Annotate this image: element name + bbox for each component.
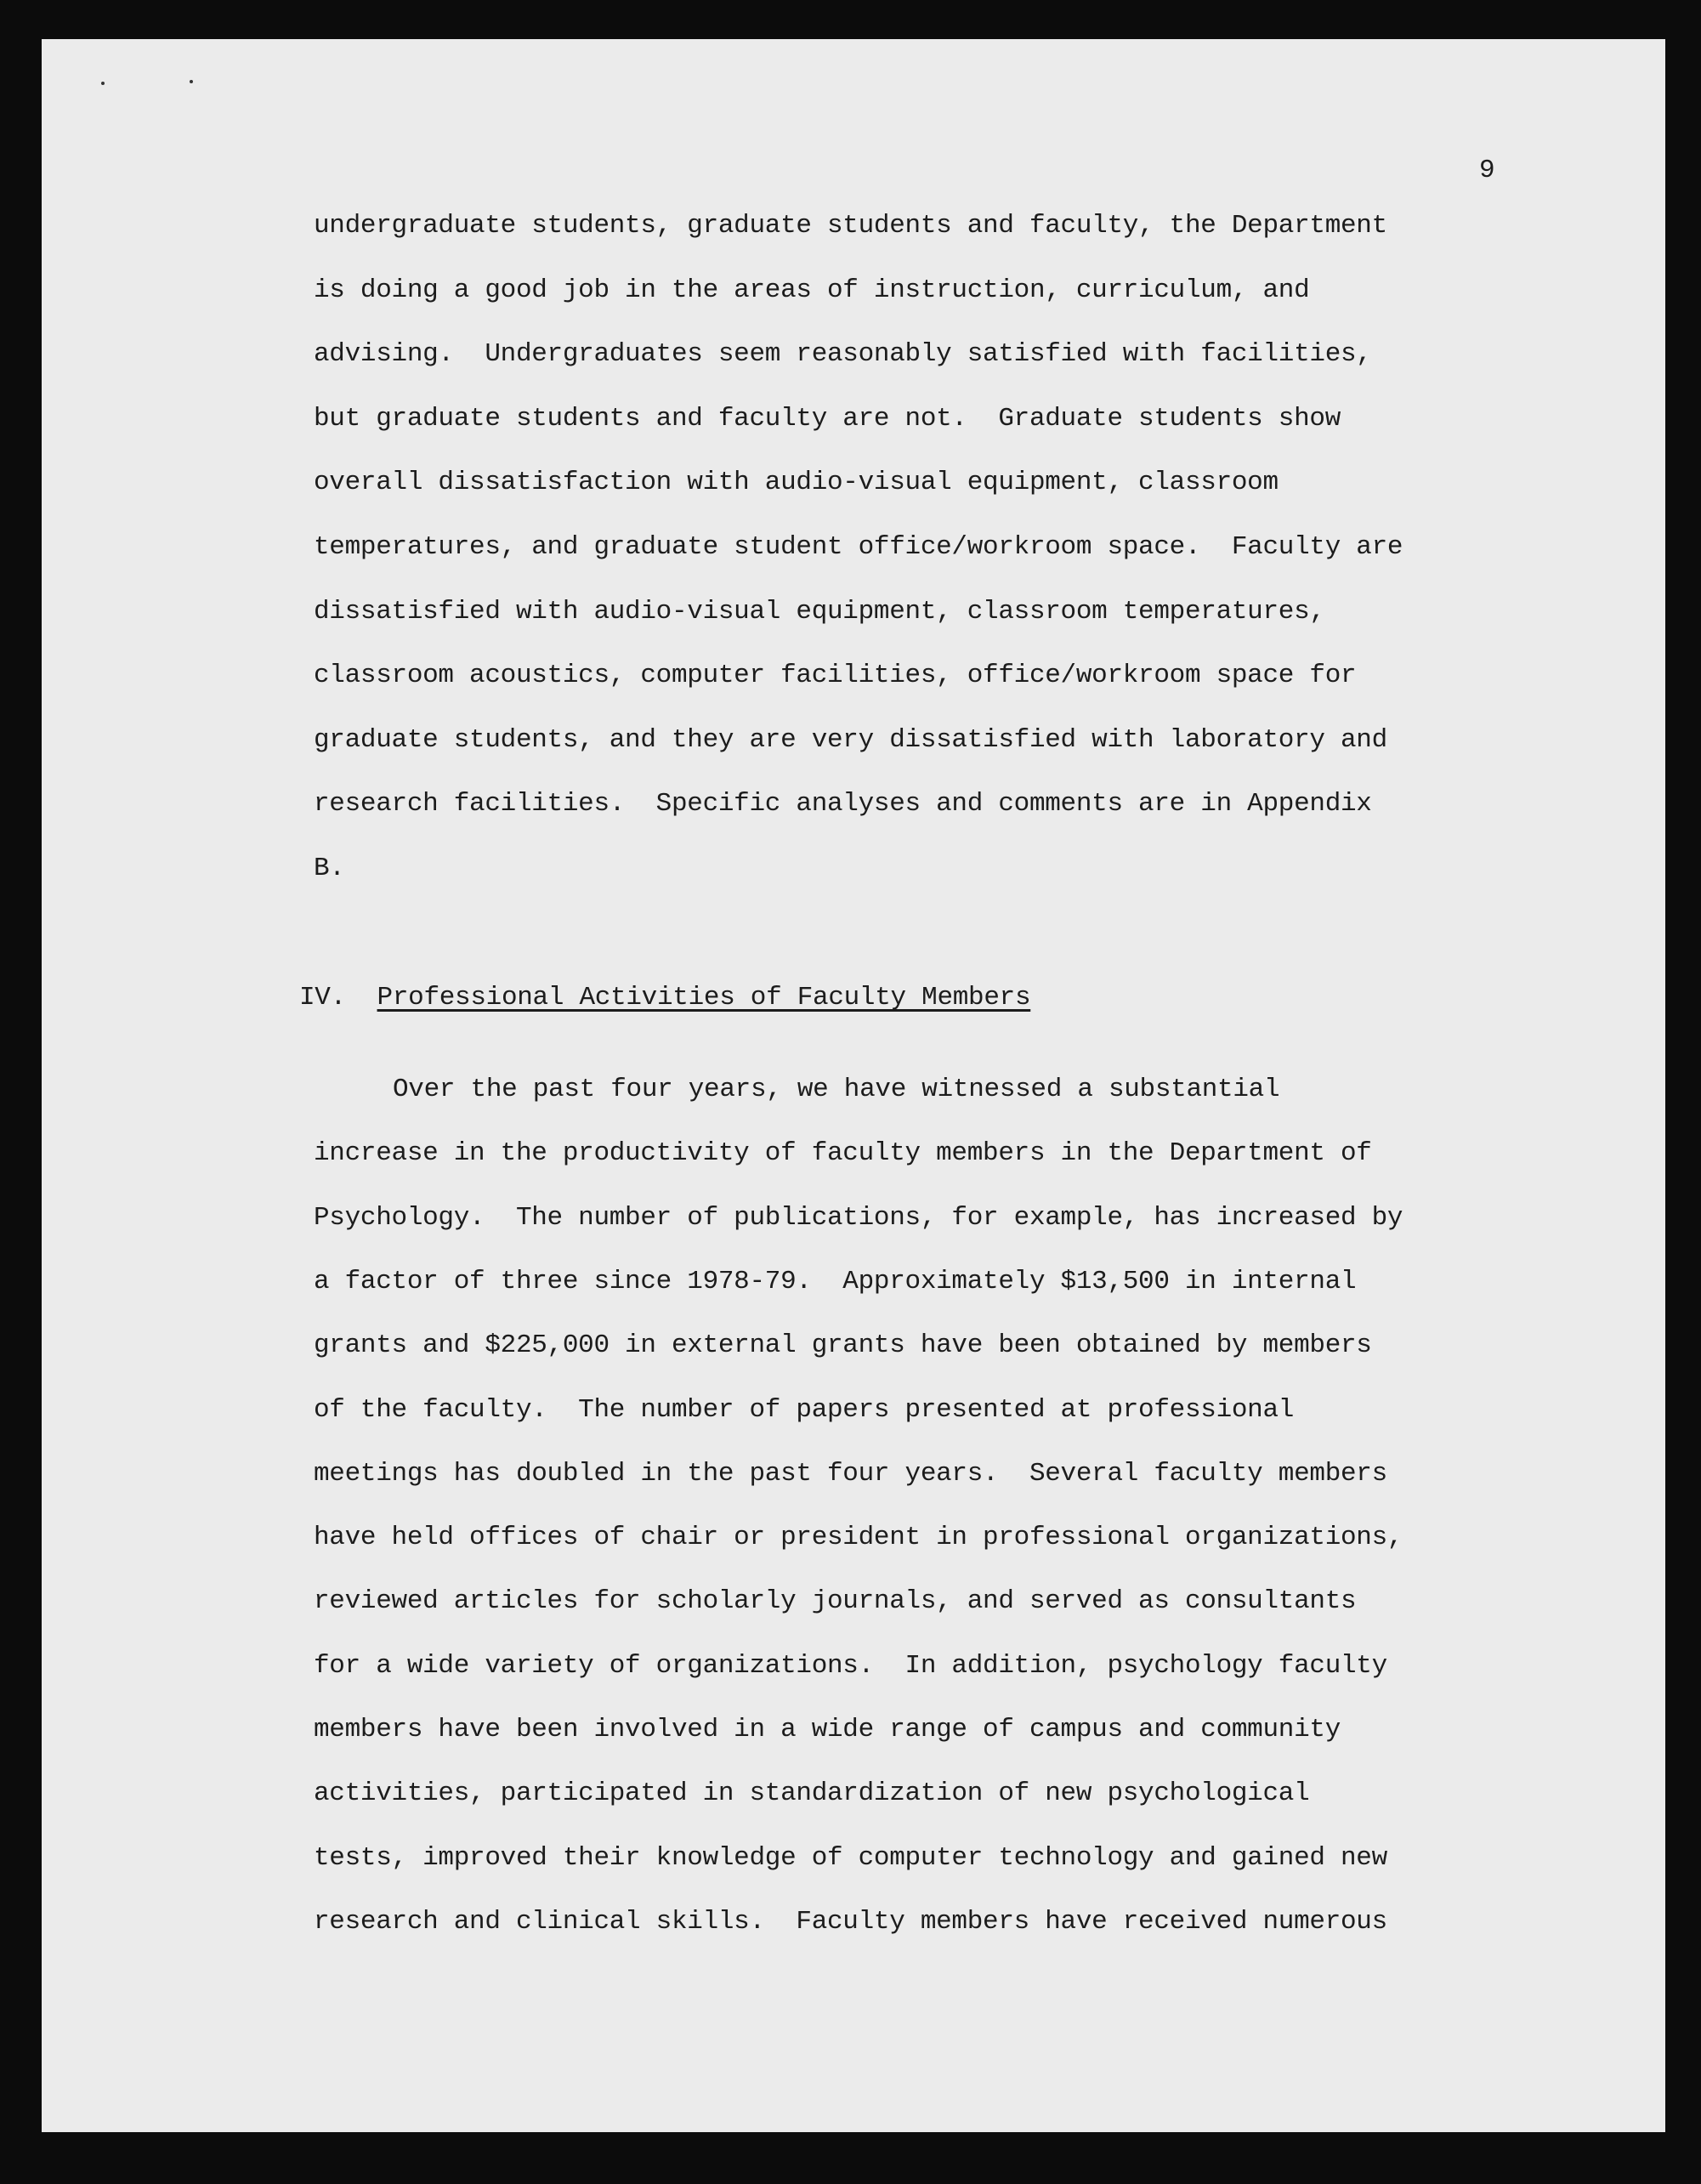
text-line: overall dissatisfaction with audio-visual equipment, classroom <box>314 468 1279 498</box>
text-line: increase in the productivity of faculty members in the Department of <box>314 1138 1372 1169</box>
text-line: dissatisfied with audio-visual equipment, classroom temperatures, <box>314 596 1325 627</box>
text-line: members have been involved in a wide range of campus and community <box>314 1715 1341 1744</box>
text-line: research and clinical skills. Faculty members have received numerous <box>314 1906 1387 1937</box>
text-line: meetings has doubled in the past four years. Several faculty members <box>314 1458 1387 1489</box>
text-line: for a wide variety of organizations. In addition, psychology faculty <box>314 1650 1387 1681</box>
text-line: have held offices of chair or president in professional organizations, <box>314 1523 1403 1553</box>
text-line: of the faculty. The number of papers presented at professional <box>314 1394 1295 1425</box>
text-line: Psychology. The number of publications, for example, has increased by <box>314 1202 1403 1233</box>
section-number: IV. <box>299 983 346 1013</box>
text-line: advising. Undergraduates seem reasonably satisfied with facilities, <box>314 339 1372 370</box>
text-line: B. <box>314 854 345 883</box>
section-heading <box>299 981 1030 1015</box>
scan-speck <box>190 80 193 83</box>
page-number: 9 <box>1479 156 1495 185</box>
section-title: Professional Activities of Faculty Members <box>377 983 1031 1013</box>
text-line: temperatures, and graduate student office/workroom space. Faculty are <box>314 532 1403 562</box>
text-line: undergraduate students, graduate students and faculty, the Department <box>314 211 1387 241</box>
text-line: classroom acoustics, computer facilities, office/workroom space for <box>314 661 1357 691</box>
text-line: a factor of three since 1978-79. Approximately $13,500 in internal <box>314 1266 1357 1296</box>
text-line: research facilities. Specific analyses and comments are in Appendix <box>314 789 1372 820</box>
text-line: graduate students, and they are very dissatisfied with laboratory and <box>314 724 1387 755</box>
scan-speck <box>101 82 105 85</box>
text-line: is doing a good job in the areas of instruction, curriculum, and <box>314 275 1310 305</box>
text-line: activities, participated in standardization of new psychological <box>314 1778 1310 1809</box>
text-line: grants and $225,000 in external grants have been obtained by members <box>314 1330 1372 1361</box>
text-line: but graduate students and faculty are not. Graduate students show <box>314 403 1341 434</box>
text-line: Over the past four years, we have witnessed a substantial <box>393 1075 1280 1104</box>
text-line: tests, improved their knowledge of computer technology and gained new <box>314 1842 1387 1873</box>
text-line: reviewed articles for scholarly journals, and served as consultants <box>314 1586 1357 1617</box>
